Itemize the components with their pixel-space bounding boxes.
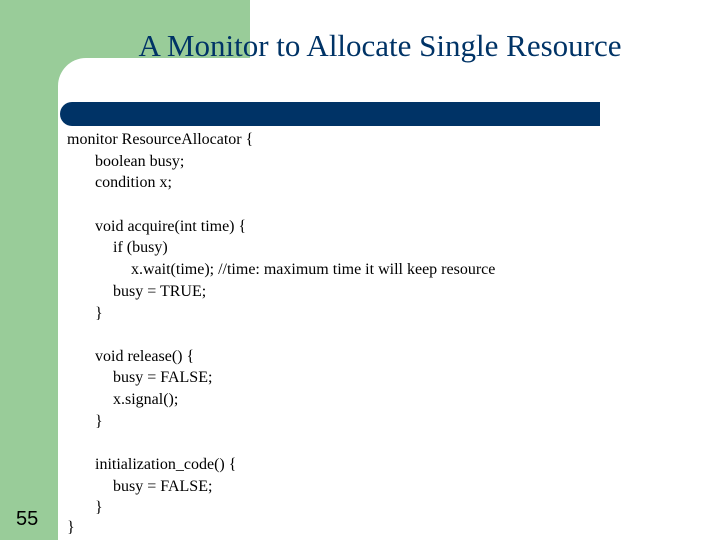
code-line: busy = FALSE; (113, 369, 213, 386)
code-line: x.wait(time); //time: maximum time it will keep resource (131, 261, 496, 278)
code-line: void acquire(int time) { (95, 218, 247, 235)
code-line: } (67, 519, 75, 536)
code-line: if (busy) (113, 239, 168, 256)
slide-number: 55 (16, 508, 39, 530)
code-line: busy = TRUE; (113, 283, 207, 300)
code-line: x.signal(); (113, 391, 179, 408)
slide-title: A Monitor to Allocate Single Resource (138, 28, 622, 63)
code-line: busy = FALSE; (113, 478, 213, 495)
code-line: } (95, 499, 103, 516)
code-line: condition x; (95, 174, 172, 191)
code-line: boolean busy; (95, 153, 185, 170)
code-line: } (95, 305, 103, 322)
code-line: } (95, 413, 103, 430)
code-line: initialization_code() { (95, 456, 237, 473)
code-line: void release() { (95, 348, 195, 365)
code-line: monitor ResourceAllocator { (67, 131, 254, 148)
